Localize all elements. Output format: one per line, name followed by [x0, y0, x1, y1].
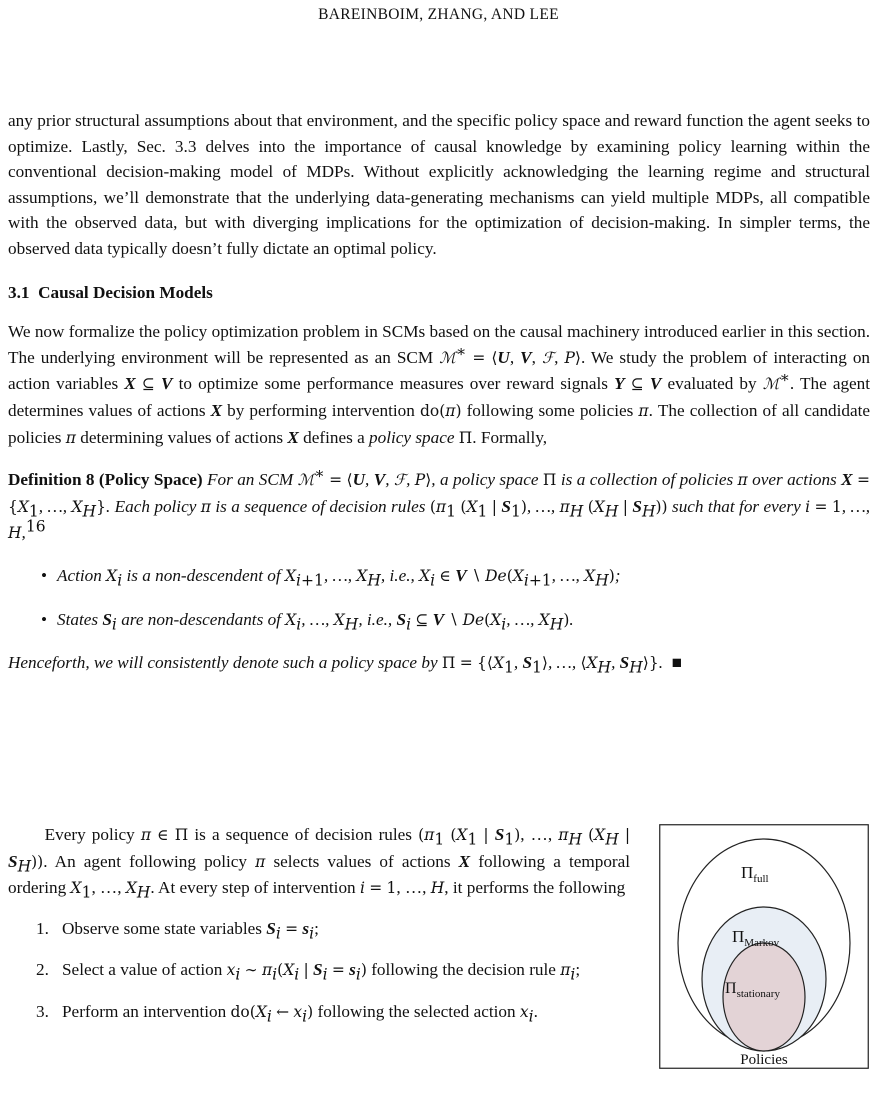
policy-space-figure [659, 824, 869, 1069]
section-number: 3.1 [8, 282, 30, 302]
definition-conditions [8, 563, 870, 633]
condition-action: • Action $X_i$ is a non-descendent of $X_{i+1}$, …, $X_H$, i.e., $X_i$ ∈ V ∖ $De(X_{i+1}$, …, $X_H$); [41, 565, 621, 590]
condition-states: • States $S_i$ are non-descendants of $X_i$, …, $X_H$, i.e., $S_i$ ⊆ V ∖ $De(X_i$, …, $X_H$). [41, 609, 574, 633]
intro-paragraph: any prior structural assumptions about that environment, and the specific policy space and reward function the agent seeks to optimize. Lastly, Sec. 3.3 delves into the importance of causal knowledge by examining policy learning within the conventional decision-making model of MDPs. Without explicitly acknowledging the learning regime and structural assumptions, we’ll demonstrate that the underlying data-generating mechanisms can yield multiple MDPs, all compatible with the observed data, but with diverging implications for the optimization of decision-making. In simpler terms, the observed data typically doesn’t fully dictate an optimal policy. [8, 111, 870, 258]
running-head: BAREINBOIM, ZHANG, AND LEE [318, 6, 559, 23]
markov-policy-label: $\Pi_{Markov}$ [732, 927, 780, 949]
definition-label: Definition 8 (Policy Space) [8, 470, 203, 490]
procedure-intro: Every policy π ∈ Π is a sequence of decision rules ($\pi_1$ ($X_1$ | $S_1$), …, $\pi_H$ ($X_H$ | $S_H$)). An agent following policy π selects values of actions X following a temporal ordering $X_1$, …, $X_H$. At every step of intervention i = 1, …, H, it performs the following [8, 825, 631, 902]
figure-caption: Policies [740, 1052, 788, 1068]
footnote-marker: 16 [25, 517, 46, 536]
section-title: Causal Decision Models [38, 282, 213, 302]
procedure-text [8, 822, 630, 1041]
step-intervene: 3. Perform an intervention $do(X_i$ ← $x_i$) following the selected action $x_i$. [36, 1001, 538, 1026]
henceforth-sentence: Henceforth, we will consistently denote such a policy space by $\Pi = \{⟨X_1$, $S_1⟩$, …, $⟨X_H$, $S_H⟩$}. ■ [8, 653, 682, 677]
step-observe: 1. Observe some state variables $S_i = s_i$; [36, 918, 319, 943]
qed-square-icon: ■ [667, 653, 682, 673]
section-heading [8, 280, 870, 306]
stationary-policy-label: $\Pi_{stationary}$ [725, 980, 780, 1000]
full-policy-label: $\Pi_{full}$ [741, 863, 769, 885]
main-text [8, 108, 870, 677]
procedure-steps [8, 916, 630, 1026]
formalize-paragraph: We now formalize the policy optimization problem in SCMs based on the causal machinery introduced earlier in this section. The underlying environment will be represented as an SCM ℳ∗ = ⟨U, V, ℱ, P⟩. We study the problem of interacting on action variables X ⊆ V to optimize some performance measures over reward signals Y ⊆ V evaluated by ℳ∗. The agent determines values of actions X by performing intervention do(π) following some policies π. The collection of all candidate policies π determining values of actions X defines a policy space Π. Formally, [8, 322, 871, 447]
step-select: 2. Select a value of action $x_i$ ∼ $\pi_i(X_i$ | $S_i = s_i$) following the decision rule $\pi_i$; [36, 960, 581, 984]
definition-8: Definition 8 (Policy Space) For an SCM ℳ∗ = ⟨U, V, ℱ, P⟩, a policy space Π is a collection of policies π over actions $X = \{X_1$, …, $X_H$}. Each policy π is a sequence of decision rules ($\pi_1$ ($X_1$ | $S_1$), …, $\pi_H$ ($X_H$ | $S_H$)) such that for every i = 1, …, H,$^{16}$ [8, 464, 871, 543]
